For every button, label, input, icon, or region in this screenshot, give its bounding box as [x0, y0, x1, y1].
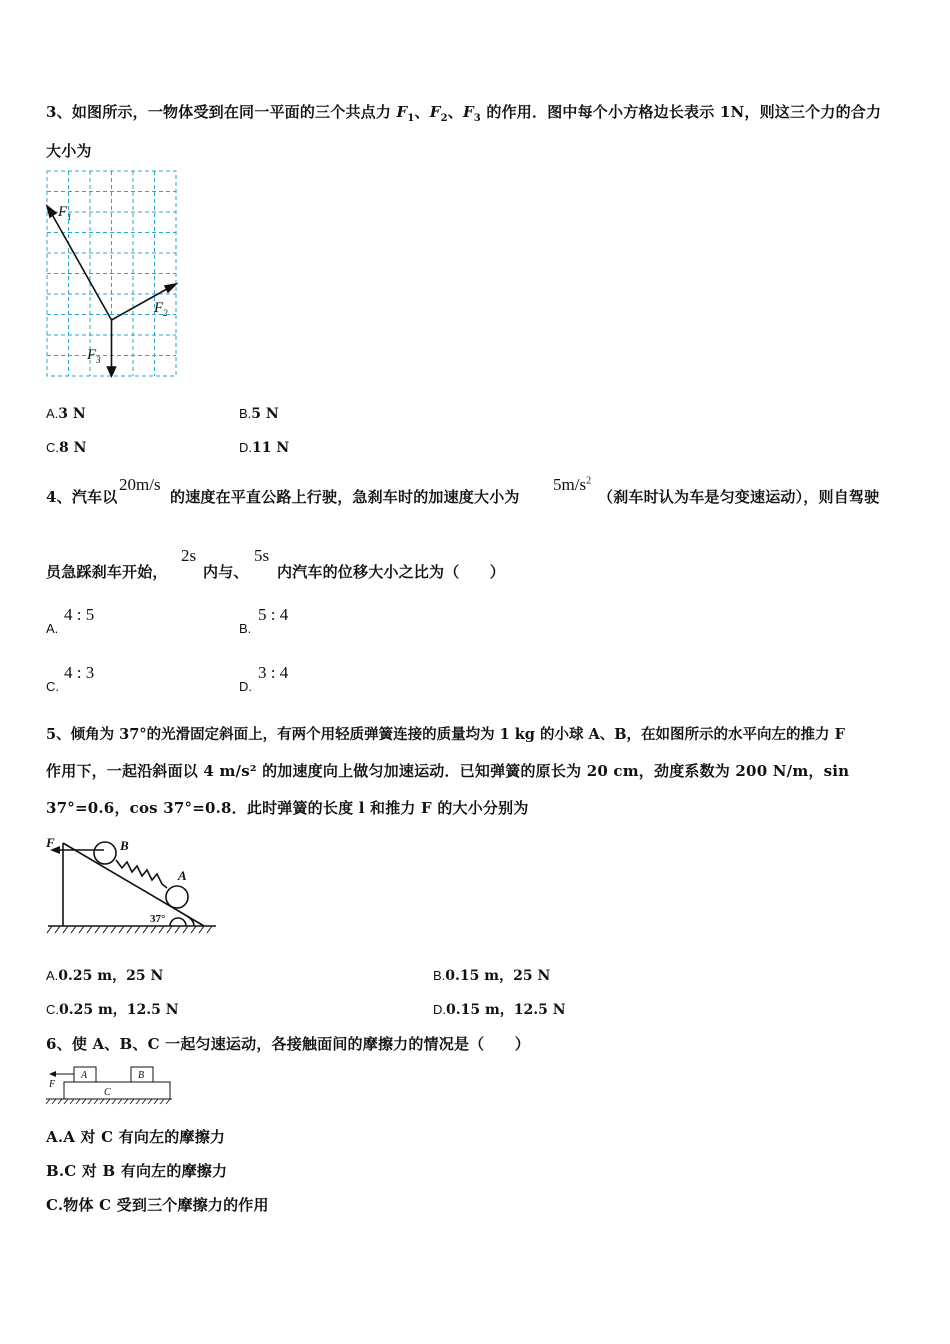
angle-label: 37°	[150, 913, 166, 925]
q5-stem-line2: 作用下，一起沿斜面以 4 m/s² 的加速度向上做匀加速运动．已知弹簧的原长为 20 cm，劲度系数为 200 N/m，sin	[46, 762, 850, 780]
q3-option-d[interactable]: D.11 N	[239, 440, 290, 456]
q6-option-c[interactable]: C.物体 C 受到三个摩擦力的作用	[46, 1196, 269, 1214]
q4-stem-b: 的速度在平直公路上行驶，急刹车时的加速度大小为	[170, 488, 520, 506]
f1-arrow	[49, 209, 112, 320]
q3-option-c[interactable]: C.8 N	[46, 440, 87, 456]
q6-option-b[interactable]: B.C 对 B 有向左的摩擦力	[46, 1162, 228, 1180]
q4-time-1: 2s	[181, 546, 197, 565]
c-label: C	[104, 1087, 111, 1098]
angle-arc	[188, 917, 194, 926]
ball-a	[166, 886, 188, 908]
q6-stem: 6、使 A、B、C 一起匀速运动，各接触面间的摩擦力的情况是（ ）	[46, 1035, 530, 1053]
f-label: F	[46, 835, 55, 850]
f1-arrowhead	[47, 206, 56, 217]
q4-stem-f: 内汽车的位移大小之比为（ ）	[277, 563, 506, 581]
q4-stem-c: （刹车时认为车是匀变速运动），则自驾驶	[598, 488, 880, 506]
q6-option-a[interactable]: A.A 对 C 有向左的摩擦力	[46, 1128, 226, 1146]
q3-stem-line1: 3、如图所示，一物体受到在同一平面的三个共点力 $F_1$、$F_2$、$F_3$ 的作用．图中每个小方格边长表示 1N，则这三个力的合力	[46, 103, 882, 124]
a-label: A	[178, 868, 187, 883]
f3-arrowhead	[108, 367, 116, 376]
q3-force-grid-figure	[44, 168, 180, 380]
f3-symbol: F	[462, 103, 474, 121]
force-arrowhead	[49, 1071, 56, 1077]
f2-symbol: F	[429, 103, 441, 121]
q4-accel: $5m/s^2$	[553, 475, 592, 494]
ball-a-support	[170, 918, 186, 926]
q5-stem-line1: 5、倾角为 37°的光滑固定斜面上，有两个用轻质弹簧连接的质量均为 1 kg 的小球 A、B，在如图所示的水平向左的推力 F	[46, 726, 845, 743]
q4-speed: 20m/s	[119, 475, 161, 494]
f2-label: $F_2$	[154, 300, 168, 318]
a-label: A	[81, 1070, 88, 1081]
q5-option-c[interactable]: C.0.25 m，12.5 N	[46, 1002, 179, 1018]
block-c	[64, 1082, 170, 1099]
q4-stem-e: 内与、	[203, 563, 249, 581]
q4-time-2: 5s	[254, 546, 270, 565]
q4-stem-a: 4、汽车以	[46, 488, 118, 506]
f3-label: $F_3$	[87, 347, 101, 365]
f1-label: $F_1$	[58, 204, 72, 222]
f-label: F	[49, 1079, 56, 1090]
q5-option-d[interactable]: D.0.15 m，12.5 N	[433, 1002, 566, 1018]
b-label: B	[138, 1070, 145, 1081]
ball-b	[94, 842, 116, 864]
q5-stem-line3: 37°=0.6，cos 37°=0.8．此时弹簧的长度 l 和推力 F 的大小分别为	[46, 799, 529, 817]
incline-surface	[63, 843, 204, 926]
f1-symbol: F	[396, 103, 408, 121]
q3-option-a[interactable]: A.3 N	[46, 406, 86, 422]
f2-arrowhead	[165, 284, 176, 292]
q5-option-b[interactable]: B.0.15 m，25 N	[433, 968, 551, 984]
q5-option-a[interactable]: A.0.25 m，25 N	[46, 968, 164, 984]
q3-option-b[interactable]: B.5 N	[239, 406, 279, 422]
spring	[116, 860, 167, 888]
q3-stem-line2: 大小为	[46, 142, 92, 160]
b-label: B	[120, 838, 129, 853]
q4-stem-d: 员急踩刹车开始，	[46, 563, 168, 581]
q5-incline-figure	[44, 830, 220, 940]
q6-blocks-figure	[44, 1062, 174, 1106]
